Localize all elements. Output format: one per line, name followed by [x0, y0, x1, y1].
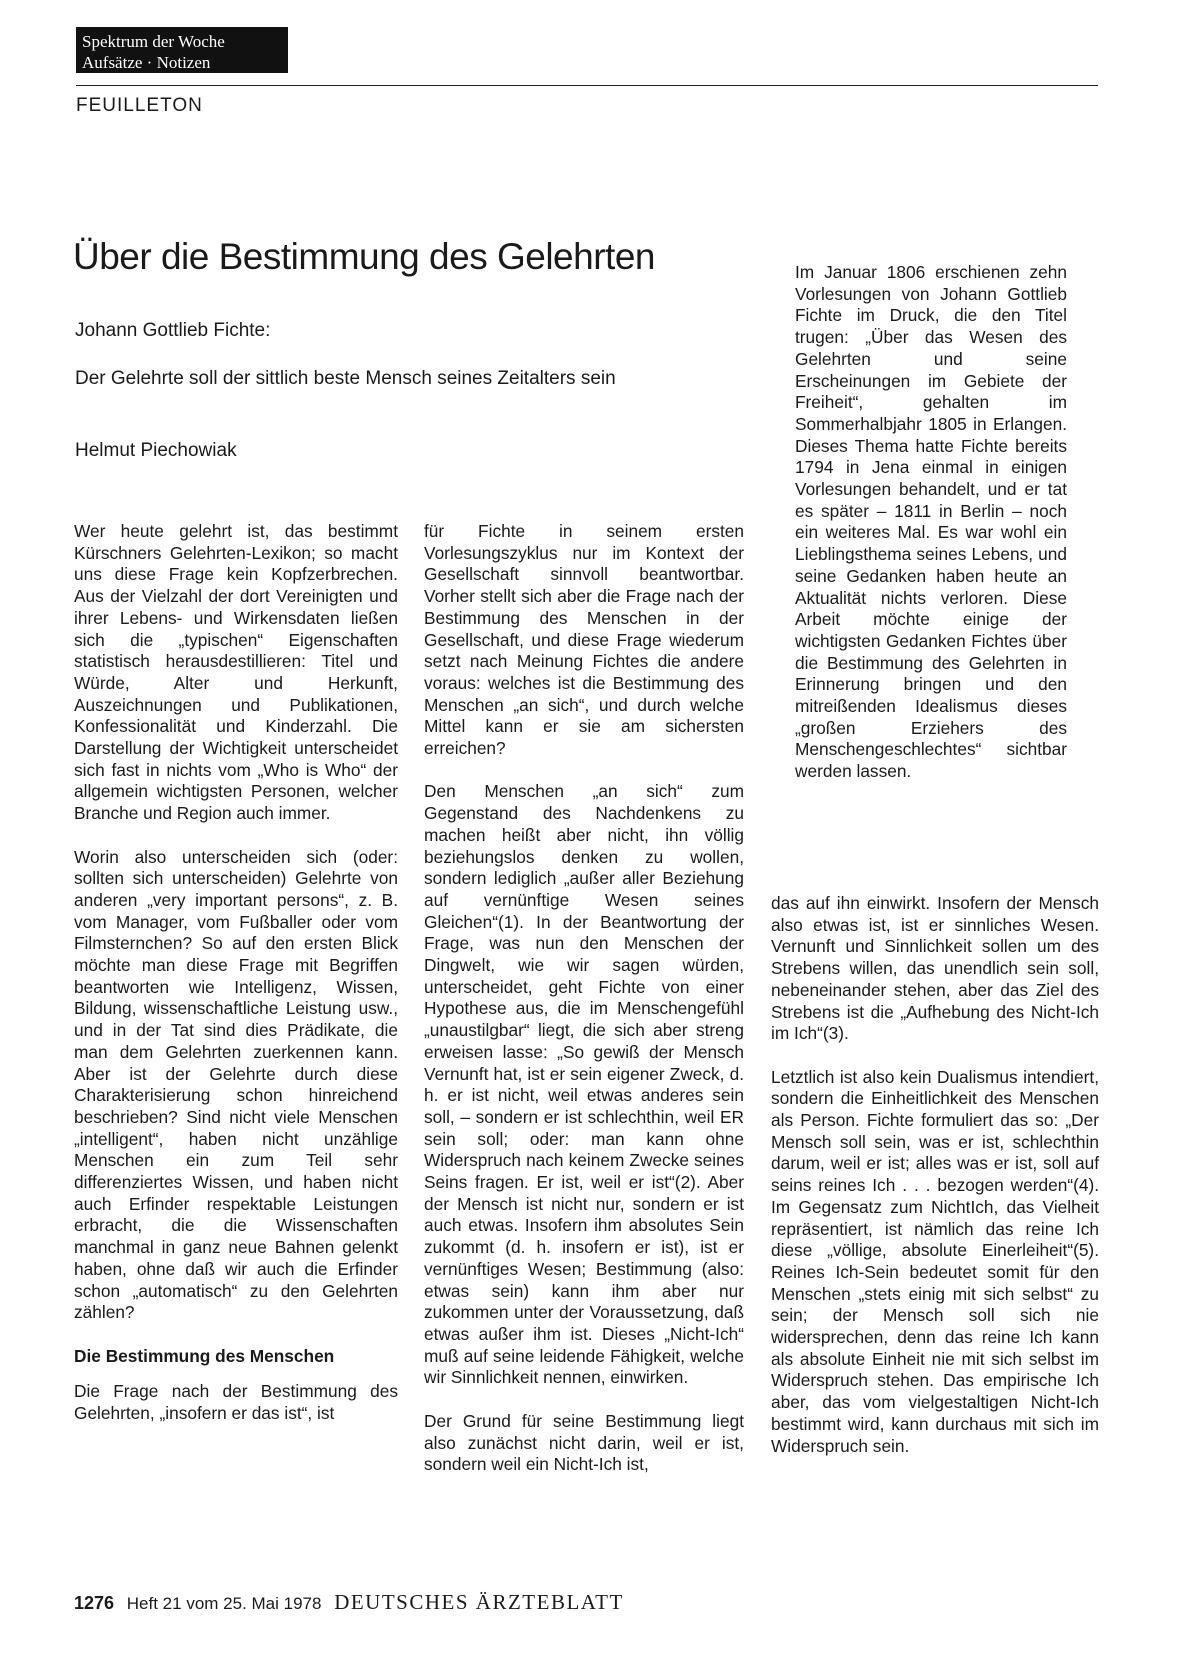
badge-line-1: Spektrum der Woche	[82, 32, 225, 51]
journal-name: DEUTSCHES ÄRZTEBLATT	[334, 1590, 624, 1614]
section-heading: Die Bestimmung des Menschen	[74, 1345, 335, 1366]
col1-paragraph-3: Die Frage nach der Bestimmung des Gelehrten, „insofern er das ist“, ist	[74, 1381, 398, 1424]
badge-line-2: Aufsätze · Notizen	[82, 53, 211, 72]
column-3	[771, 893, 1099, 1479]
col1-paragraph-2: Worin also unterscheiden sich (oder: sollten sich unterscheiden) Gelehrte von anderen „very important persons“, z. B. vom Manager, vom Fußballer oder vom Filmsternchen? So auf den ersten Blick möchte man diese Frage mit Begriffen beantworten wie Intelligenz, Wissen, Bildung, wissenschaftliche Leistung usw., und in der Tat sind dies Prädikate, die man dem Gelehrten zuerkennen kann. Aber ist der Gelehrte durch diese Charakterisierung schon hinreichend beschrieben? Sind nicht viele Menschen „intelligent“, haben nicht unzählige Menschen ein zum Teil sehr differenziertes Wissen, und haben nicht auch Erfinder respektable Leistungen erbracht, die die Wissenschaften manchmal in ganz neue Bahnen gelenkt haben, ohne daß wir auch die Erfinder schon „automatisch“ zu den Gelehrten zählen?	[74, 846, 398, 1323]
intro-paragraph: Im Januar 1806 erschienen zehn Vorlesungen von Johann Gottlieb Fichte im Druck, die den Titel trugen: „Über das Wesen des Gelehrten und seine Erscheinungen im Gebiete der Freiheit“, gehalten im Sommerhalbjahr 1805 in Erlangen. Dieses Thema hatte Fichte bereits 1794 in Jena einmal in einigen Vorlesungen behandelt, und er tat es später – 1811 in Berlin – noch ein weiteres Mal. Es war wohl ein Lieblingsthema seines Lebens, und seine Gedanken haben heute an Aktualität nichts verloren. Diese Arbeit möchte einige der wichtigsten Gedanken Fichtes über die Bestimmung des Gelehrten in Erinnerung bringen und den mitreißenden Idealismus dieses „großen Erziehers des Menschengeschlechtes“ sichtbar werden lassen.	[795, 262, 1067, 782]
col3-paragraph-2: Letztlich ist also kein Dualismus intendiert, sondern die Einheitlichkeit des Menschen als Person. Fichte formuliert das so: „Der Mensch soll sein, was er ist, schlechthin darum, weil er ist; alles was er ist, soll auf seins reines Ich . . . bezogen werden“(4). Im Gegensatz zum NichtIch, das Vielheit repräsentiert, ist nämlich das reine Ich diese „völlige, absolute Einerleiheit“(5). Reines Ich-Sein bedeutet somit für den Menschen „stets einig mit sich selbst“ zu sein; der Mensch soll sich nie widersprechen, denn das reine Ich kann als absolute Einheit nie mit sich selbst im Widerspruch stehen. Das empirische Ich aber, das vom vielgestaltigen Nicht-Ich bestimmt wird, kann durchaus mit sich im Widerspruch sein.	[771, 1066, 1099, 1456]
article-title: Über die Bestimmung des Gelehrten	[73, 236, 655, 277]
page-footer	[74, 1590, 624, 1615]
section-label: FEUILLETON	[76, 95, 203, 116]
page-number: 1276	[74, 1593, 115, 1613]
col2-paragraph-2: Den Menschen „an sich“ zum Gegenstand des Nachdenkens zu machen heißt aber nicht, ihn völlig beziehungslos denken zu wollen, sondern lediglich „außer aller Beziehung auf vernünftige Wesen seines Gleichen“(1). In der Beantwortung der Frage, was nun den Menschen der Dingwelt, wie wir sagen würden, unterscheidet, geht Fichte von einer Hypothese aus, die im Menschengefühl „unaustilgbar“ liegt, die sich aber streng erweisen lasse: „So gewiß der Mensch Vernunft hat, ist er sein eigener Zweck, d. h. er ist nicht, weil etwas anderes sein soll, – sondern er ist schlechthin, weil ER sein soll; oder: man kann ohne Widerspruch nach keinem Zwecke seines Seins fragen. Er ist, weil er ist“(2). Aber der Mensch ist nicht nur, sondern er ist auch etwas. Insofern ihm absolutes Sein zukommt (d. h. insofern er ist), ist er vernünftiges Wesen; Bestimmung (also: etwas sein) kann ihm aber nur zukommen unter der Voraussetzung, daß etwas außer ihm ist. Dieses „Nicht-Ich“ muß auf seine leidende Fähigkeit, welche wir Sinnlichkeit nennen, einwirken.	[424, 781, 744, 1388]
article-subtitle-2: Der Gelehrte soll der sittlich beste Mensch seines Zeitalters sein	[75, 368, 616, 389]
article-subtitle-1: Johann Gottlieb Fichte:	[75, 320, 271, 341]
col2-paragraph-3: Der Grund für seine Bestimmung liegt also zunächst nicht darin, weil er ist, sondern weil ein Nicht-Ich ist,	[424, 1410, 744, 1475]
issue-info: Heft 21 vom 25. Mai 1978	[126, 1594, 322, 1613]
col1-paragraph-1: Wer heute gelehrt ist, das bestimmt Kürschners Gelehrten-Lexikon; so macht uns diese Frage kein Kopfzerbrechen. Aus der Vielzahl der dort Vereinigten und ihrer Lebens- und Wirkensdaten ließen sich die „typischen“ Eigenschaften statistisch herausdestillieren: Titel und Würde, Alter und Herkunft, Auszeichnungen und Publikationen, Konfessionalität und Kinderzahl. Die Darstellung der Wichtigkeit unterscheidet sich fast in nichts vom „Who is Who“ der allgemein wichtigsten Personen, welcher Branche und Region auch immer.	[74, 521, 398, 824]
col2-paragraph-1: für Fichte in seinem ersten Vorlesungszyklus nur im Kontext der Gesellschaft sinnvoll beantwortbar. Vorher stellt sich aber die Frage nach der Bestimmung des Menschen in der Gesellschaft, und diese Frage wiederum setzt nach Meinung Fichtes die andere voraus: welches ist die Bestimmung des Menschen „an sich“, und durch welche Mittel kann er sie am sichersten erreichen?	[424, 521, 744, 759]
article-author: Helmut Piechowiak	[75, 440, 237, 461]
col3-paragraph-1: das auf ihn einwirkt. Insofern der Mensch also etwas ist, ist er sinnliches Wesen. Vernunft und Sinnlichkeit sollen um des Strebens willen, das unendlich sein soll, nebeneinander stehen, aber das Ziel des Strebens ist die „Aufhebung des Nicht-Ich im Ich“(3).	[771, 893, 1099, 1044]
column-2	[424, 521, 744, 1498]
header-rule	[76, 85, 1098, 86]
section-badge	[76, 27, 288, 73]
intro-column	[795, 262, 1067, 805]
column-1	[74, 521, 398, 1446]
